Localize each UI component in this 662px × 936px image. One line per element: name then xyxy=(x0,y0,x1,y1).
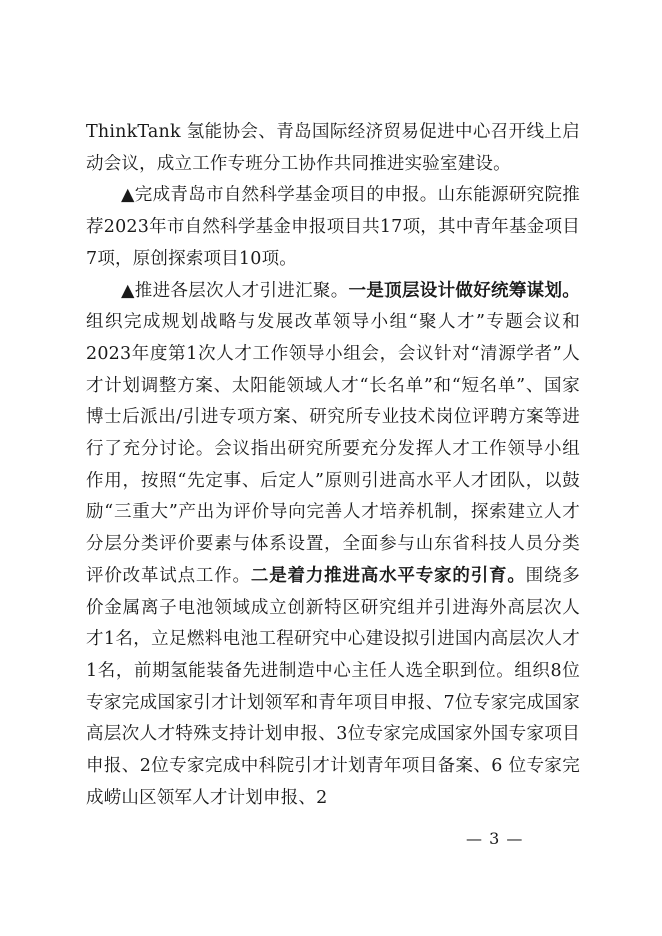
document-body xyxy=(86,117,580,814)
page-number: — 3 — xyxy=(466,829,524,848)
paragraph-intro: ThinkTank 氢能协会、青岛国际经济贸易促进中心召开线上启动会议，成立工作专班分工协作共同推进实验室建设。 xyxy=(86,122,580,174)
point-two-title: 二是着力推进高水平专家的引育。 xyxy=(250,565,526,586)
paragraph-fund xyxy=(86,180,580,275)
fund-source: 山东能源研究院 xyxy=(437,185,563,206)
fund-heading: ▲完成青岛市自然科学基金项目的申报。 xyxy=(121,185,438,206)
point-two-body: 围绕多价金属离子电池领域成立创新特区研究组并引进海外高层次人才1名，立足燃料电池工程研究中心建设拟引进国内高层次人才1名，前期氢能装备先进制造中心主任人选全职到位。组织8位专家完成国家引才计划领军和青年项目申报、7位专家完成国家高层次人才特殊支持计划申报、3位专家完成国家外国专家项目申报、2位专家完成中科院引才计划青年项目备案、6 位专家完成崂山区领军人才计划申报、2 xyxy=(86,565,580,808)
point-one-body: 组织完成规划战略与发展改革领导小组“聚人才”专题会议和2023年度第1次人才工作领导小组会，会议针对“清源学者”人才计划调整方案、太阳能领域人才“长名单”和“短名单”、国家博士后派出/引进专项方案、研究所专业技术岗位评聘方案等进行了充分讨论。会议指出研究所要充分发挥人才工作领导小组作用，按照“先定事、后定人”原则引进高水平人才团队，以鼓励“三重大”产出为评价导向完善人才培养机制，探索建立人才分层分类评价要素与体系设置，全面参与山东省科技人员分类评价改革试点工作。 xyxy=(86,312,580,586)
point-one-title: 一是顶层设计做好统筹谋划。 xyxy=(348,280,580,301)
paragraph-talent xyxy=(86,276,580,815)
fund-body: 推荐2023年市自然科学基金申报项目共17项，其中青年基金项目7项，原创探索项目10项。 xyxy=(86,185,580,269)
talent-heading: ▲推进各层次人才引进汇聚。 xyxy=(121,280,349,301)
